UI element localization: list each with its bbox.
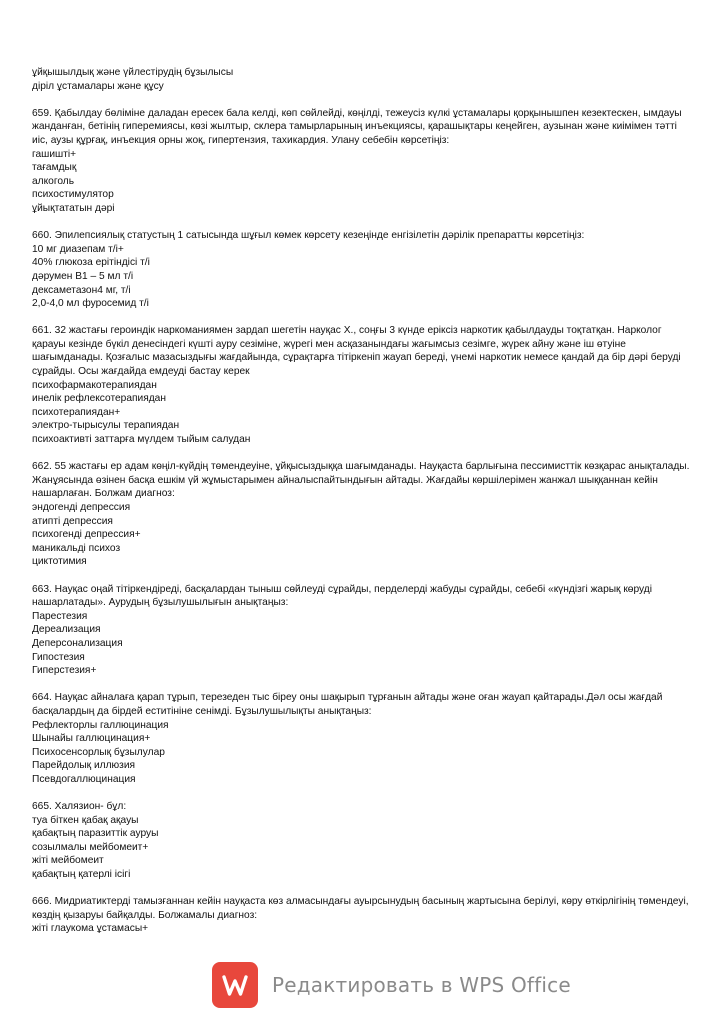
answer-option: электро-тырысулы терапиядан — [32, 420, 180, 432]
question-text: 660. Эпилепсиялық статустың 1 сатысында шұғыл көмек көрсету кезеңінде енгізілетін дәрілік препаратты көрсетіңіз: — [32, 230, 585, 242]
answer-option: 2,0-4,0 мл фуросемид т/і — [32, 298, 149, 310]
question-663 — [32, 583, 692, 678]
answer-option: Шынайы галлюцинация+ — [32, 733, 151, 745]
answer-option: психогенді депрессия+ — [32, 529, 141, 541]
answer-option: Психосенсорлық бұзылулар — [32, 746, 165, 758]
answer-option: созылмалы мейбомеит+ — [32, 841, 149, 853]
answer-option: инелік рефлексотерапиядан — [32, 393, 166, 405]
answer-option: дексаметазон4 мг, т/і — [32, 284, 131, 296]
answer-option: тағамдық — [32, 162, 77, 174]
answer-option: психостимулятор — [32, 189, 114, 201]
answer-option: қабақтың паразиттік ауруы — [32, 828, 159, 840]
answer-option: маникальді психоз — [32, 542, 121, 554]
answer-option: Гиперстезия+ — [32, 665, 97, 677]
answer-option: жіті мейбомеит — [32, 855, 104, 867]
question-text: 661. 32 жастағы героиндік наркоманиямен зардап шегетін науқас Х., соңғы 3 күнде еріксіз наркотик қабылдауды тоқтатқан. Нарколог қарауы кезінде бүкіл денесіндегі күшті ауру сезіміне, жүрегі мен асқазанындағы жағымсыз сезімге, жүрек айну және іш өтуіне шағымданады. Қозғалыс мазасыздығы жағдайында, сұрақтарға тітіркеніп жауап береді, үнемі наркотик немесе қандай да бір дәрі беруді сұрайды. Осы жағдайда емдеуді бастау керек — [32, 325, 681, 378]
answer-option: ұйықтататын дәрі — [32, 202, 115, 214]
answer-option: Рефлекторлы галлюцинация — [32, 719, 169, 731]
answer-option: 40% глюкоза ерітіндісі т/і — [32, 257, 150, 269]
answer-option: Деперсонализация — [32, 637, 123, 649]
answer-option: 10 мг диазепам т/і+ — [32, 243, 124, 255]
text-block — [32, 66, 692, 93]
answer-option: атипті депрессия — [32, 515, 113, 527]
answer-option: гашишті+ — [32, 148, 77, 160]
document-page — [32, 66, 692, 936]
text-line: діріл ұстамалары және құсу — [32, 80, 164, 92]
answer-option: эндогенді депрессия — [32, 502, 131, 513]
question-text: 663. Науқас оңай тітіркендіреді, басқалардан тыныш сөйлеуді сұрайды, перделерді жабуды сұрайды, себебі «күндізгі жарық көруді нашарлатады». Аурудың бұзылушылығын анықтаңыз: — [32, 583, 652, 609]
question-666 — [32, 895, 692, 936]
question-660 — [32, 229, 692, 311]
question-text: 659. Қабылдау бөліміне даладан ересек бала келді, көп сөйлейді, көңілді, тежеусіз күлкі ұстамалары қорқынышпен кезектескен, ымдауы жанданған, бетінің гиперемиясы, көзі жылтыр, склера тамырларының инъекциясы, қарашықтары кеңейген, аузынан және киімімен тәтті иіс, аузы құрғақ, инъекция орны жоқ, гипертензия, тахикардия. Улану себебін көрсетіңіз: — [32, 107, 682, 146]
answer-option: Гипостезия — [32, 651, 85, 663]
question-662 — [32, 460, 692, 569]
answer-option: Псевдогаллюцинация — [32, 773, 136, 785]
question-661 — [32, 324, 692, 446]
text-line: ұйқышылдық және үйлестірудің бұзылысы — [32, 67, 234, 78]
answer-option: Парейдолық иллюзия — [32, 760, 136, 772]
answer-option: психоактивті заттарға мүлдем тыйым салудан — [32, 434, 251, 446]
answer-option: Парестезия — [32, 610, 88, 622]
answer-option: туа біткен қабақ ақауы — [32, 814, 139, 826]
answer-option: циктотимия — [32, 556, 87, 568]
question-665 — [32, 800, 692, 882]
wps-edit-label[interactable]: Редактировать в WPS Office — [272, 973, 571, 997]
question-659 — [32, 107, 692, 216]
answer-option: жіті глаукома ұстамасы+ — [32, 923, 149, 935]
question-text: 665. Халязион- бұл: — [32, 801, 127, 813]
question-664 — [32, 691, 692, 786]
answer-option: алкоголь — [32, 175, 75, 187]
answer-option: Дереализация — [32, 624, 101, 636]
answer-option: психофармакотерапиядан — [32, 379, 157, 391]
question-text: 662. 55 жастағы ер адам көңіл-күйдің төмендеуіне, ұйқысыздыққа шағымданады. Науқаста барлығына пессимисттік көзқарас анықталады. Жанұясында өзінен басқа ешкім үй жұмыстарымен айналыспайтындығын айтады. Жағдайы көршілерімен жанжал шыққаннан кейін нашарлаған. Болжам диагноз: — [32, 461, 690, 500]
wps-edit-banner[interactable] — [212, 962, 571, 1008]
question-text: 664. Науқас айналаға қарап тұрып, терезеден тыс біреу оны шақырып тұрғанын айтады және оған жауап қайтарады.Дәл осы жағдай басқалардың да бірдей еститініне сенімді. Бұзылушылықты анықтаңыз: — [32, 692, 663, 717]
wps-logo-icon — [212, 962, 258, 1008]
answer-option: психотерапиядан+ — [32, 406, 121, 418]
question-text: 666. Мидриатиктерді тамызғаннан кейін науқаста көз алмасындағы ауырсынудың басының жартысына берілуі, көру өткірлігінің төмендеуі, көздің қызаруы байқалды. Болжамалы диагноз: — [32, 896, 689, 921]
answer-option: дәрумен B1 – 5 мл т/і — [32, 270, 134, 282]
answer-option: қабақтың қатерлі ісігі — [32, 869, 131, 881]
